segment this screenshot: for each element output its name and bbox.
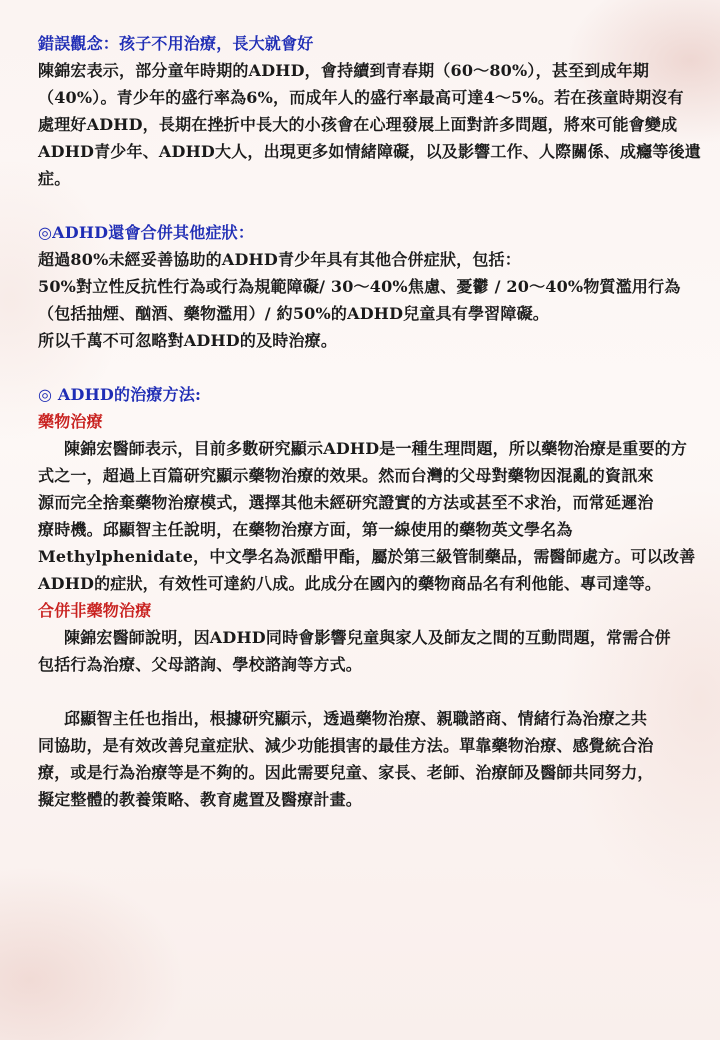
paragraph-line: 50%對立性反抗性行為或行為規範障礙/ 30～40%焦慮、憂鬱 / 20～40%物質濫用行為 <box>38 277 681 296</box>
article-body <box>38 30 710 813</box>
paragraph-line: 式之一，超過上百篇研究顯示藥物治療的效果。然而台灣的父母對藥物因混亂的資訊來 <box>38 466 654 485</box>
spacer <box>38 354 710 381</box>
paragraph-line: 包括行為治療、父母諮詢、學校諮詢等方式。 <box>38 655 363 674</box>
paragraph-line: （40%）。青少年的盛行率為6%，而成年人的盛行率最高可達4～5%。若在孩童時期沒有 <box>38 88 684 107</box>
misconception-heading: 錯誤觀念：孩子不用治療，長大就會好 <box>38 34 314 53</box>
paragraph-line: Methylphenidate，中文學名為派醋甲酯，屬於第三級管制藥品，需醫師處方。可以改善 <box>38 547 696 566</box>
non-medication-subheading: 合併非藥物治療 <box>38 601 152 620</box>
medication-subheading: 藥物治療 <box>38 412 103 431</box>
comorbidity-heading: ◎ADHD還會合併其他症狀： <box>38 223 255 242</box>
paragraph-line: 陳錦宏醫師說明，因ADHD同時會影響兒童與家人及師友之間的互動問題，常需合併 <box>64 628 671 647</box>
paragraph-line: 療，或是行為治療等是不夠的。因此需要兒童、家長、老師、治療師及醫師共同努力， <box>38 763 654 782</box>
spacer <box>38 678 710 705</box>
paragraph-line: 同協助，是有效改善兒童症狀、減少功能損害的最佳方法。單靠藥物治療、感覺統合治 <box>38 736 654 755</box>
paragraph-line: （包括抽煙、酗酒、藥物濫用）/ 約50%的ADHD兒童具有學習障礙。 <box>38 304 549 323</box>
paragraph-line: 療時機。邱顯智主任說明，在藥物治療方面，第一線使用的藥物英文學名為 <box>38 520 573 539</box>
treatment-section <box>38 381 710 813</box>
paragraph-line: ADHD青少年、ADHD大人，出現更多如情緒障礙，以及影響工作、人際關係、成癮等後遺 <box>38 142 701 161</box>
spacer <box>38 192 710 219</box>
paragraph-line: 邱顯智主任也指出，根據研究顯示，透過藥物治療、親職諮商、情緒行為治療之共 <box>64 709 648 728</box>
paragraph-line: 擬定整體的教養策略、教育處置及醫療計畫。 <box>38 790 363 809</box>
paragraph-line: 陳錦宏醫師表示，目前多數研究顯示ADHD是一種生理問題，所以藥物治療是重要的方 <box>64 439 688 458</box>
treatment-heading: ◎ ADHD的治療方法: <box>38 385 202 404</box>
paragraph-line: 源而完全捨棄藥物治療模式，選擇其他未經研究證實的方法或甚至不求治，而常延遲治 <box>38 493 654 512</box>
paragraph-line: 所以千萬不可忽略對ADHD的及時治療。 <box>38 331 338 350</box>
comorbidity-section <box>38 219 710 354</box>
paragraph-line: 症。 <box>38 169 71 188</box>
paragraph-line: ADHD的症狀，有效性可達約八成。此成分在國內的藥物商品名有利他能、專司達等。 <box>38 574 662 593</box>
paragraph-line: 處理好ADHD，長期在挫折中長大的小孩會在心理發展上面對許多問題，將來可能會變成 <box>38 115 678 134</box>
misconception-section <box>38 30 710 192</box>
paragraph-line: 超過80%未經妥善協助的ADHD青少年具有其他合併症狀，包括： <box>38 250 521 269</box>
paragraph-line: 陳錦宏表示，部分童年時期的ADHD，會持續到青春期（60～80%），甚至到成年期 <box>38 61 650 80</box>
